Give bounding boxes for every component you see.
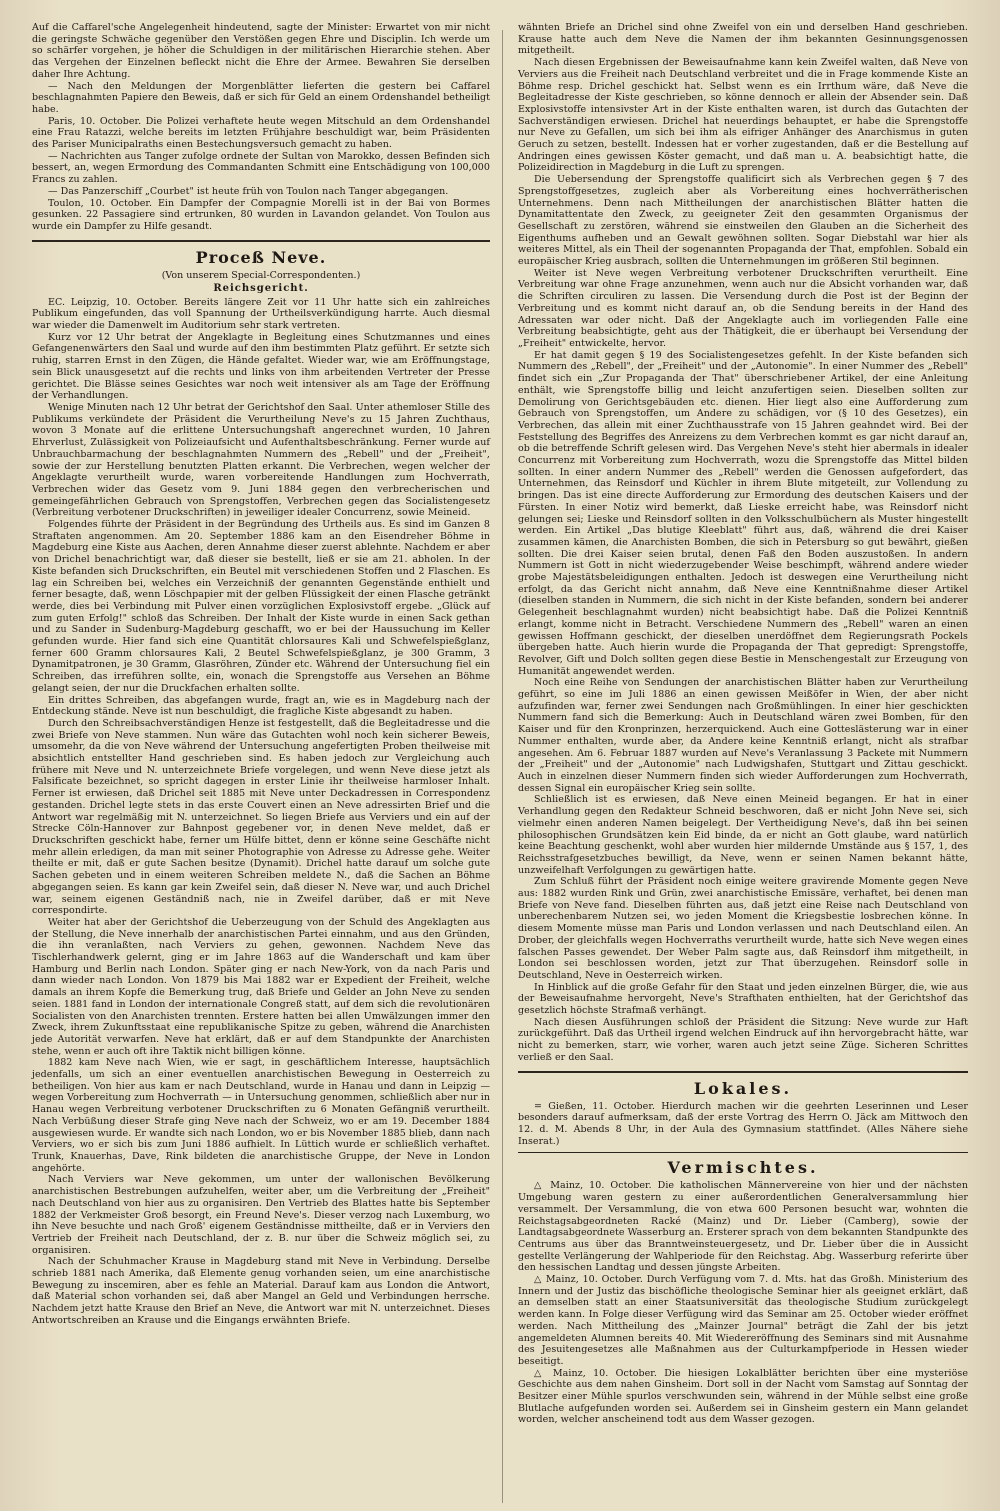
article-title: Proceß Neve. <box>195 247 327 267</box>
top-news-section <box>32 22 490 233</box>
paragraph: Kurz vor 12 Uhr betrat der Angeklagte in Begleitung eines Schutzmannes und eines Gefangenenwärters den Saal und wurde auf den ihm bestimmten Platz geführt. Er setzte sich ruhig, starren Ernst in den Zügen, die Hände gefaltet. Wieder war, wie am Eröffnungstage, sein Blick unausgesetzt auf die rechts und links von ihm arbeitenden Vertreter der Presse gerichtet. Die Blässe seines Gesichtes war noch weit intensiver als am Tage der Eröffnung der Verhandlungen. <box>32 331 490 402</box>
paragraph: Die Uebersendung der Sprengstoffe qualificirt sich als Verbrechen gegen § 7 des Sprengstoffgesetzes, zugleich aber als Vorbereitung eines hochverrätherischen Unternehmens. Denn nach Mittheilungen der anarchistischen Blätter hatten die Dynamitattentate den Zweck, zu geeigneter Zeit den gesammten Organismus der Gesellschaft zu zerstören, während sie einstweilen den Glauben an die Sicherheit des Eigenthums aufheben und an Gewalt gewöhnen sollten. Sogar Diebstahl war hier als weiteres Mittel, als ein Theil der sogenannten Propaganda der That, empfohlen. Sobald ein europäischer Krieg ausbrach, sollten die Unternehmungen im größeren Stil beginnen. <box>518 174 968 268</box>
section-title: Lokales. <box>693 1078 793 1098</box>
paragraph: Paris, 10. October. Die Polizei verhaftete heute wegen Mitschuld an dem Ordenshandel eine Frau Ratazzi, welche bereits im letzten Frühjahre beschuldigt war, beim Präsidenten des Pariser Municipalraths einen Bestechungsversuch gemacht zu haben. <box>32 115 490 151</box>
right-column <box>504 0 982 1511</box>
article-neve-continued <box>518 22 968 1064</box>
paragraph: Zum Schluß führt der Präsident noch einige weitere gravirende Momente gegen Neve aus: 1882 wurden Rink und Grün, zwei anarchistische Emissäre, verhaftet, bei denen man Briefe von Neve fand. Dieselben führten aus, daß jetzt eine Reise nach Deutschland von unberechenbarem Nutzen sei, wo jeden Moment die Kriegsbestie losbrechen könne. In diesem Momente müsse man Paris und London verlassen und nach Deutschland eilen. An Drober, der gleichfalls wegen Hochverraths verurtheilt wurde, hatte sich Neve wegen eines falschen Passes gewendet. Der Weber Palm sagte aus, daß Reinsdorf ihm mitgetheilt, in London sei beschlossen worden, jetzt zur That überzugehen. Reinsdorf solle in Deutschland, Neve in Oesterreich wirken. <box>518 876 968 981</box>
section-divider <box>32 240 490 242</box>
paragraph: Durch den Schreibsachverständigen Henze ist festgestellt, daß die Begleitadresse und die zwei Briefe von Neve stammen. Nun wäre das Gutachten wohl noch kein sicherer Beweis, umsomehr, da die von Neve während der Untersuchung angefertigten Proben theilweise mit absichtlich entstellter Hand geschrieben sind. Es haben jedoch zur Vergleichung auch frühere mit Neve und N. unterzeichnete Briefe vorgelegen, und wenn Neve diese jetzt als Falsificate bezeichnet, so spricht dagegen in erster Linie ihr theilweise harmloser Inhalt. Ferner ist erwiesen, daß Drichel seit 1885 mit Neve unter Deckadressen in Correspondenz gestanden. Drichel legte stets in das erste Couvert einen an Neve adressirten Brief und die Antwort war regelmäßig mit N. unterzeichnet. So liegen Briefe aus Verviers und ein auf der Strecke Cöln-Hannover zur Bahnpost gegebener vor, in denen Neve meldet, daß er Druckschriften geschickt habe, ferner um Hülfe bittet, denn er könne seine Geschäfte nicht mehr allein erledigen, da man mit seiner Photographie von Adresse zu Adresse gehe. Weiter theilte er mit, daß er gute Sachen besitze (Dynamit). Drichel hatte darauf um solche gute Sachen gebeten und in einem weiteren Schreiben meldete N., daß die Sachen an Böhme abgegangen seien. Es kann gar kein Zweifel sein, daß dieser N. Neve war, und auch Drichel war, seinem eigenen Geständniß nach, nie in Zweifel darüber, daß er mit Neve correspondirte. <box>32 717 490 917</box>
paragraph: Folgendes führte der Präsident in der Begründung des Urtheils aus. Es sind im Ganzen 8 Straftaten angenommen. Am 20. September 1886 kam an den Eisendreher Böhme in Magdeburg eine Kiste aus Aachen, deren Annahme dieser zuerst ablehnte. Nachdem er aber von Drichel benachrichtigt war, daß dieser sie bestellt, ließ er sie am 21. abholen. In der Kiste befanden sich Druckschriften, ein Beutel mit verschiedenen Stoffen und 2 Flaschen. Es lag ein Schreiben bei, welches ein Verzeichniß der genannten Gegenstände enthielt und ferner besagte, daß, wenn Löschpapier mit der gelben Flüssigkeit der einen Flasche getränkt werde, dies bei Verbindung mit Pulver einen vorzüglichen Explosivstoff ergebe. „Glück auf zum guten Erfolg!" schloß das Schreiben. Der Inhalt der Kiste wurde in einen Sack gethan und zu Sander in Sudenburg-Magdeburg geschafft, wo er bei der Haussuchung im Keller gefunden wurde. Hier fand sich eine Quantität chlorsaures Kali und Schwefelspießglanz, ferner 600 Gramm chlorsaures Kali, 2 Beutel Schwefelspießglanz, je 300 Gramm, 3 Dynamitpatronen, je 30 Gramm, Glasröhren, Zünder etc. Während der Untersuchung fiel ein Schreiben, das irreführen sollte, ein, wonach die Sprengstoffe aus Versehen an Böhme gelangt seien, der nur die Druckfachen erhalten sollte. <box>32 519 490 694</box>
paragraph: Nach diesen Ausführungen schloß der Präsident die Sitzung: Neve wurde zur Haft zurückgeführt. Daß das Urtheil irgend welchen Eindruck auf ihn hervorgebracht hätte, war nicht zu bemerken, starr, wie vorher, waren auch jetzt seine Züge. Sicheren Schrittes verließ er den Saal. <box>518 1016 968 1063</box>
paragraph: Nach Verviers war Neve gekommen, um unter der wallonischen Bevölkerung anarchistischen Bestrebungen aufzuhelfen, weiter aber, um die Verbreitung der „Freiheit" nach Deutschland von hier aus zu organisiren. Den Vertrieb des Blattes hatte bis September 1882 der Verkmeister Groß besorgt, ein Freund Neve's. Dieser verzog nach Luxemburg, wo ihn Neve besuchte und nach Groß' eigenem Geständnisse mittheilte, daß er in Verviers den Vertrieb der Freiheit nach Deutschland, der z. B. nur über die Schweiz möglich sei, zu organisiren. <box>32 1174 490 1256</box>
section-title: Vermischtes. <box>667 1158 819 1178</box>
paragraph: Wenige Minuten nach 12 Uhr betrat der Gerichtshof den Saal. Unter athemloser Stille des Publikums verkündete der Präsident die Verurtheilung Neve's zu 15 Jahren Zuchthaus, wovon 3 Monate auf die erlittene Untersuchungshaft angerechnet wurden, 10 Jahren Ehrverlust, Zulässigkeit von Polizeiaufsicht und Aufenthaltsbeschränkung. Ferner wurde auf Unbrauchbarmachung der beschlagnahmten Nummern des „Rebell" und der „Freiheit", sowie der zur Herstellung benutzten Platten erkannt. Die Verbrechen, wegen welcher der Angeklagte verurtheilt wurde, waren vorbereitende Handlungen zum Hochverrath, Verbrechen wider das Gesetz vom 9. Juni 1884 gegen den verbrecherischen und gemeingefährlichen Gebrauch von Sprengstoffen, Verbrechen gegen das Socialistengesetz (Verbreitung verbotener Druckschriften) in jeweiliger idealer Concurrenz, sowie Meineid. <box>32 401 490 519</box>
section-lokales <box>518 1079 968 1148</box>
paragraph: Nach diesen Ergebnissen der Beweisaufnahme kann kein Zweifel walten, daß Neve von Verviers aus die Freiheit nach Deutschland verbreitet und die in Frage kommende Kiste an Böhme resp. Drichel geschickt hat. Selbst wenn es ein Irrthum wäre, daß Neve die Begleitadresse der Kiste geschrieben, so könne dennoch er allein der Absender sein. Daß Explosivstoffe intensivster Art in der Kiste enthalten waren, ist durch das Gutachten der Sachverständigen erwiesen. Drichel hat neuerdings behauptet, er habe die Sprengstoffe nur Neve zu Gefallen, um sich bei ihm als eifriger Anhänger des Anarchismus in guten Geruch zu setzen, bestellt. Indessen hat er vorher zugestanden, daß er die Bestellung auf Andringen eines gewissen Köster gemacht, und daß man u. A. beabsichtigt hatte, die Polizeidirection in Magdeburg in die Luft zu sprengen. <box>518 57 968 174</box>
paragraph: — Nach den Meldungen der Morgenblätter lieferten die gestern bei Caffarel beschlagnahmten Papiere den Beweis, daß er sich für Geld an einem Ordenshandel betheiligt habe. <box>32 80 490 115</box>
paragraph: Schließlich ist es erwiesen, daß Neve einen Meineid begangen. Er hat in einer Verhandlung gegen den Redakteur Schneid beschworen, daß er nicht John Neve sei, sich vielmehr einen anderen Namen beigelegt. Der Vertheidigung Neve's, daß ihn bei seinen philosophischen Grundsätzen kein Eid binde, da er nicht an Gott glaube, ward natürlich keine Beachtung geschenkt, wohl aber wurden hier mildernde Umstände aus § 157, 1, des Reichsstrafgesetzbuches bewilligt, da Neve, wenn er seinen Namen bekannt hätte, unzweifelhaft Verfolgungen zu gewärtigen hatte. <box>518 794 968 876</box>
paragraph: △ Mainz, 10. October. Die katholischen Männervereine von hier und der nächsten Umgebung waren gestern zu einer außerordentlichen Generalversammlung hier versammelt. Der Versammlung, die von etwa 600 Personen besucht war, wohnten die Reichstagsabgeordneten Racké (Mainz) und Dr. Lieber (Camberg), sowie der Landtagsabgeordnete Wasserburg an. Ersterer sprach von dem bekannten Standpunkte des Centrums aus über das Branntweinsteuergesetz, und Dr. Lieber über die in Aussicht gestellte Verlängerung der Wahlperiode für den Reichstag. Abg. Wasserburg referirte über den hessischen Landtag und dessen jüngste Arbeiten. <box>518 1180 968 1274</box>
paragraph: = Gießen, 11. October. Hierdurch machen wir die geehrten Leserinnen und Leser besonders darauf aufmerksam, daß der erste Vortrag des Herrn O. Jäck am Mittwoch den 12. d. M. Abends 8 Uhr, in der Aula des Gymnasium stattfindet. (Alles Nähere siehe Inserat.) <box>518 1100 968 1147</box>
paragraph: Noch eine Reihe von Sendungen der anarchistischen Blätter haben zur Verurtheilung geführt, so eine im Juli 1886 an einen gewissen Meißöfer in Wien, der aber nicht aufzufinden war, ferner zwei Sendungen nach Großmühlingen. In einer hier geschickten Nummern fand sich die Bemerkung: Auch in Deutschland wären zwei Bomben, für den Kaiser und für den Kronprinzen, herzerquickend. Auch eine Gotteslästerung war in einer Nummer enthalten, wurde aber, da Andere keine Kenntniß erlangt, nicht als strafbar angesehen. Am 6. Februar 1887 wurden auf Neve's Veranlassung 3 Packete mit Nummern der „Freiheit" und der „Autonomie" nach Ludwigshafen, Stuttgart und Zittau geschickt. Auch in einzelnen dieser Nummern finden sich wieder Aufforderungen zum Hochverrath, dessen Signal ein europäischer Krieg sein sollte. <box>518 677 968 794</box>
article-neve <box>32 248 490 1327</box>
section-divider <box>518 1152 968 1153</box>
section-divider <box>518 1071 968 1073</box>
paragraph: — Nachrichten aus Tanger zufolge ordnete der Sultan von Marokko, dessen Befinden sich bessert, an, wegen Ermordung des Commandanten Schmitt eine Entschädigung von 100,000 Francs zu zahlen. <box>32 150 490 186</box>
paragraph: — Das Panzerschiff „Courbet" ist heute früh von Toulon nach Tanger abgegangen. <box>48 185 449 197</box>
paragraph: EC. Leipzig, 10. October. Bereits längere Zeit vor 11 Uhr hatte sich ein zahlreiches Publikum eingefunden, das voll Spannung der Urtheilsverkündigung harrte. Auch diesmal war wieder die Damenwelt im Auditorium sehr stark vertreten. <box>32 296 490 332</box>
left-column <box>18 0 504 1511</box>
paragraph: Weiter hat aber der Gerichtshof die Ueberzeugung von der Schuld des Angeklagten aus der Stellung, die Neve innerhalb der anarchistischen Partei einnahm, und aus den Gründen, die ihn veranlaßten, nach Verviers zu gehen, gewonnen. Nachdem Neve das Tischlerhandwerk gelernt, ging er im Jahre 1863 auf die Wanderschaft und kam über Hamburg und Berlin nach London. Später ging er nach New-York, von da nach Paris und dann wieder nach London. Von 1879 bis Mai 1882 war er Expedient der Freiheit, welche damals an ihrem Kopfe die Bemerkung trug, daß Briefe und Gelder an John Neve zu senden seien. 1881 fand in London der internationale Congreß statt, auf dem sich die revolutionären Socialisten von den Anarchisten trennten. Erstere hatten bei allen Umwälzungen immer den Zweck, ihrem Zukunftsstaat eine republikanische Spitze zu geben, während die Anarchisten jede Autorität verwarfen. Neve hat erklärt, daß er auf dem Standpunkte der Anarchisten stehe, wenn er auch oft ihre Taktik nicht billigen könne. <box>32 916 490 1057</box>
paragraph: Er hat damit gegen § 19 des Socialistengesetzes gefehlt. In der Kiste befanden sich Nummern des „Rebell", der „Freiheit" und der „Autonomie". In einer Nummer des „Rebell" findet sich ein „Zur Propaganda der That" überschriebener Artikel, der eine Anleitung enthält, wie Sprengstoffe billig und leicht anzufertigen seien. Dieselben sollten zur Demolirung von Gerichtsgebäuden etc. dienen. Hier liegt also eine Aufforderung zum Gebrauch von Sprengstoffen, um Andere zu schädigen, vor (§ 10 des Gesetzes), ein Verbrechen, das allein mit einer Zuchthausstrafe von 15 Jahren geahndet wird. Bei der Feststellung des Begriffes des Anreizens zu dem Verbrechen kommt es gar nicht darauf an, ob die betreffende Schrift gelesen wird. Das Vergehen Neve's steht hier abermals in idealer Concurrenz mit Vorbereitung zum Hochverrath, wozu die Sprengstoffe das Mittel bilden sollten. In einer andern Nummer des „Rebell" werden die Genossen aufgefordert, das Unternehmen, das Reinsdorf und Küchler in ihrem Blute mitgeteilt, zur Vollendung zu bringen. Das ist eine directe Aufforderung zur Ermordung des deutschen Kaisers und der Fürsten. In einer Notiz wird bemerkt, daß Lieske erreicht habe, was Reinsdorf nicht gelungen sei; Lieske und Reinsdorf sollten in den Volksschulbüchern als Muster hingestellt werden. Ein Artikel „Das blutige Kleeblatt" führt aus, daß, während die drei Kaiser zusammen kämen, die Anarchisten Bomben, die sich in Petersburg so gut bewährt, gießen sollten. Die drei Kaiser seien brutal, denen Faß den Boden auszustoßen. In andern Nummern ist Gott in nicht wiederzugebender Weise beschimpft, während andere wieder grobe Majestätsbeleidigungen enthalten. Jedoch ist deswegen eine Verurtheilung nicht erfolgt, da das Gericht nicht annahm, daß Neve eine Kenntnißnahme dieser Artikel (dieselben standen in Nummern, die sich nicht in der Kiste befanden, sondern bei anderer Gelegenheit beschlagnahmt wurden) nicht beabsichtigt habe. Daß die Polizei Kenntniß erlangt, komme nicht in Betracht. Verschiedene Nummern des „Rebell" waren an einen gewissen Hoffmann geschickt, der dieselben unerdöffnet dem Regierungsrath Pockels übergeben hatte. Auch hierin wurde die Propaganda der That gepredigt: Sprengstoffe, Revolver, Gift und Dolch sollten gegen diese Bestie in Menschengestalt zur Erzeugung von Humanität angewendet werden. <box>518 349 968 677</box>
paragraph: Auf die Caffarel'sche Angelegenheit hindeutend, sagte der Minister: Erwartet von mir nicht die geringste Schwäche gegenüber den Verstößen gegen Ehre und Disciplin. Ich werde um so schärfer vorgehen, je höher die Schuldigen in der militärischen Hierarchie stehen. Aber das Vergehen der Einzelnen befleckt nicht die Ehre der Armee. Bewahren Sie derselben daher Ihre Achtung. <box>32 22 490 80</box>
paragraph: Weiter ist Neve wegen Verbreitung verbotener Druckschriften verurtheilt. Eine Verbreitung war ohne Frage anzunehmen, wenn auch nur die Absicht vorhanden war, daß die Schriften circuliren zu lassen. Die Versendung durch die Post ist der Beginn der Verbreitung und es kommt nicht darauf an, ob die Sendung bereits in der Hand des Adressaten war oder nicht. Daß der Angeklagte auch im vorliegenden Falle eine Verbreitung beabsichtigte, geht aus der Thätigkeit, die er überhaupt bei Versendung der „Freiheit" entwickelte, hervor. <box>518 267 968 349</box>
paragraph: Toulon, 10. October. Ein Dampfer der Compagnie Morelli ist in der Bai von Bormes gesunken. 22 Passagiere sind ertrunken, 80 wurden in Lavandon gelandet. Von Toulon aus wurde ein Dampfer zu Hilfe gesandt. <box>32 197 490 232</box>
article-subtitle: (Von unserem Special-Correspondenten.) <box>161 269 361 281</box>
paragraph: Ein drittes Schreiben, das abgefangen wurde, fragt an, wie es in Magdeburg nach der Entdeckung stände. Neve ist nun beschuldigt, die fragliche Kiste abgesandt zu haben. <box>32 694 490 718</box>
paragraph: △ Mainz, 10. October. Durch Verfügung vom 7. d. Mts. hat das Großh. Ministerium des Innern und der Justiz das bischöfliche theologische Seminar hier als geeignet erklärt, daß an demselben statt an einer Staatsuniversität das theologische Studium zurückgelegt werden kann. In Folge dieser Verfügung wird das Seminar am 25. October wieder eröffnet werden. Nach Mittheilung des „Mainzer Journal" beträgt die Zahl der bis jetzt angemeldeten Alumnen bereits 40. Mit Wiedereröffnung des Seminars sind mit Ausnahme des Jesuitengesetzes alle Maßnahmen aus der Culturkampfperiode in Hessen wieder beseitigt. <box>518 1274 968 1367</box>
paragraph: 1882 kam Neve nach Wien, wie er sagt, in geschäftlichem Interesse, hauptsächlich jedenfalls, um sich an einer eventuellen anarchistischen Bewegung in Oesterreich zu betheiligen. Von hier aus kam er nach Deutschland, wurde in Hanau und dann in Leipzig — wegen Vorbereitung zum Hochverrath — in Untersuchung genommen, schließlich aber nur in Hanau wegen Verbreitung verbotener Druckschriften zu 6 Monaten Gefängniß verurtheilt. Nach Verbüßung dieser Strafe ging Neve nach der Schweiz, wo er am 19. December 1884 ausgewiesen wurde. Er wandte sich nach London, wo er bis November 1885 blieb, dann nach Verviers, wo er sich bis zum Juni 1886 aufhielt. In Lüttich wurde er schließlich verhaftet. Trunk, Knauerhas, Dave, Rink bildeten die anarchistische Gruppe, der Neve in London angehörte. <box>32 1057 490 1174</box>
paragraph: △ Mainz, 10. October. Die hiesigen Lokalblätter berichten über eine mysteriöse Geschichte aus dem nahen Ginsheim. Dort soll in der Nacht vom Samstag auf Sonntag der Besitzer einer Mühle spurlos verschwunden sein, während in der Mühle selbst eine große Blutlache aufgefunden worden sei. Außerdem sei in Ginsheim gestern ein Mann gelandet worden, welcher anscheinend todt aus dem Wasser gezogen. <box>518 1367 968 1426</box>
article-court: Reichsgericht. <box>213 282 309 294</box>
section-vermischtes <box>518 1158 968 1426</box>
paragraph: In Hinblick auf die große Gefahr für den Staat und jeden einzelnen Bürger, die, wie aus der Beweisaufnahme hervorgeht, Neve's Strafthaten enthielten, hat der Gerichtshof das gesetzlich höchste Strafmaß verhängt. <box>518 981 968 1017</box>
paragraph: Nach der Schuhmacher Krause in Magdeburg stand mit Neve in Verbindung. Derselbe schrieb 1881 nach Amerika, daß Elemente genug vorhanden seien, um eine anarchistische Bewegung zu inscemiren, aber es fehle an Material. Darauf kam aus London die Antwort, daß Material schon vorhanden sei, daß aber Mangel an Geld und Verbindungen herrsche. Nachdem jetzt hatte Krause den Brief an Neve, die Antwort war mit N. unterzeichnet. Dieses Antwortschreiben an Krause und die Eingangs erwähnten Briefe. <box>32 1256 490 1326</box>
paragraph: wähnten Briefe an Drichel sind ohne Zweifel von ein und derselben Hand geschrieben. Krause hatte auch dem Neve die Namen der ihm bekannten Gesinnungsgenossen mitgetheilt. <box>518 22 968 57</box>
